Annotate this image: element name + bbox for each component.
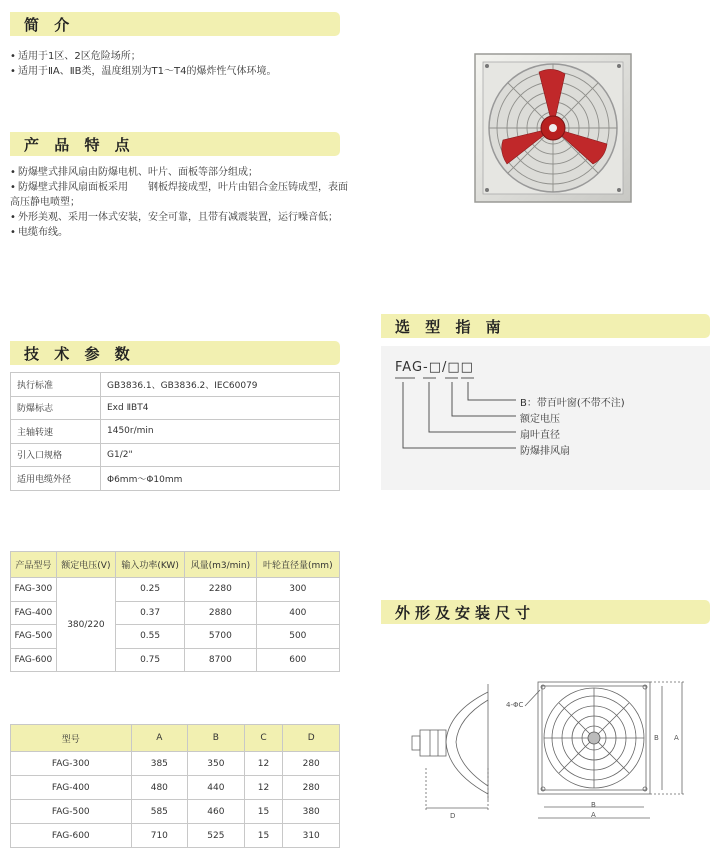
dimensions-table — [10, 724, 340, 848]
table-row — [11, 800, 340, 824]
cell-airflow: 2880 — [185, 601, 256, 625]
product-photo — [473, 52, 633, 204]
col-header: 型号 — [11, 725, 132, 752]
dim-label-a-vertical: A — [674, 734, 679, 742]
col-header: B — [188, 725, 245, 752]
params-header — [10, 341, 340, 365]
table-header-row — [11, 725, 340, 752]
features-header — [10, 132, 340, 156]
features-bullet-2-cont: 高压静电喷塑； — [10, 197, 80, 208]
guide-label-louver: B：带百叶窗(不带不注) — [520, 398, 625, 409]
col-header: 输入功率(KW) — [116, 552, 185, 578]
guide-label-fan: 防爆排风扇 — [520, 446, 570, 457]
table-row — [11, 373, 340, 397]
cell-power: 0.75 — [116, 648, 185, 672]
cell-d: 310 — [283, 824, 340, 848]
guide-label-voltage: 额定电压 — [520, 414, 560, 425]
spec-key: 防爆标志 — [11, 396, 101, 420]
dim-label-c: 4-ΦC — [506, 701, 524, 709]
dimension-drawing — [400, 672, 700, 832]
cell-model: FAG-500 — [11, 625, 57, 649]
table-row — [11, 396, 340, 420]
cell-airflow: 5700 — [185, 625, 256, 649]
cell-voltage: 380/220 — [56, 578, 115, 672]
spec-key: 执行标准 — [11, 373, 101, 397]
cell-c: 12 — [244, 776, 283, 800]
table-row — [11, 443, 340, 467]
table-row — [11, 824, 340, 848]
cell-a: 585 — [131, 800, 188, 824]
spec-key: 适用电缆外径 — [11, 467, 101, 491]
cell-airflow: 2280 — [185, 578, 256, 602]
col-header: 额定电压(V) — [56, 552, 115, 578]
cell-model: FAG-300 — [11, 578, 57, 602]
cell-diameter: 400 — [256, 601, 339, 625]
intro-header — [10, 12, 340, 36]
features-bullet-2: • 防爆壁式排风扇面板采用 钢板焊接成型，叶片由铝合金压铸成型，表面 — [10, 180, 350, 195]
cell-model: FAG-400 — [11, 776, 132, 800]
params-title: 技 术 参 数 — [24, 345, 135, 363]
cell-d: 280 — [283, 776, 340, 800]
cell-b: 440 — [188, 776, 245, 800]
cell-d: 380 — [283, 800, 340, 824]
features-bullet-1: • 防爆壁式排风扇由防爆电机、叶片、面板等部分组成； — [10, 165, 350, 180]
cell-model: FAG-400 — [11, 601, 57, 625]
spec-value: 1450r/min — [101, 420, 340, 444]
spec-key: 引入口规格 — [11, 443, 101, 467]
cell-model: FAG-600 — [11, 648, 57, 672]
outline-title: 外形及安装尺寸 — [395, 604, 536, 622]
guide-label-diameter: 扇叶直径 — [520, 430, 560, 441]
cell-c: 12 — [244, 752, 283, 776]
cell-airflow: 8700 — [185, 648, 256, 672]
features-bullets — [10, 165, 350, 240]
cell-power: 0.25 — [116, 578, 185, 602]
col-header: D — [283, 725, 340, 752]
cell-a: 710 — [131, 824, 188, 848]
features-title: 产 品 特 点 — [24, 136, 135, 154]
outline-header — [381, 600, 710, 624]
guide-title: 选 型 指 南 — [395, 318, 506, 336]
cell-a: 480 — [131, 776, 188, 800]
col-header: 风量(m3/min) — [185, 552, 256, 578]
dim-label-b-horizontal: B — [591, 801, 596, 809]
spec-value: Φ6mm～Φ10mm — [101, 467, 340, 491]
table-header-row — [11, 552, 340, 578]
col-header: 叶轮直径量(mm) — [256, 552, 339, 578]
guide-header — [381, 314, 710, 338]
features-bullet-3: • 外形美观、采用一体式安装，安全可靠，且带有减震装置，运行噪音低； — [10, 210, 350, 225]
cell-a: 385 — [131, 752, 188, 776]
intro-bullet-2: • 适用于ⅡA、ⅡB类，温度组别为T1～T4的爆炸性气体环境。 — [10, 64, 340, 79]
col-header: A — [131, 725, 188, 752]
table-row — [11, 776, 340, 800]
cell-diameter: 300 — [256, 578, 339, 602]
col-header: 产品型号 — [11, 552, 57, 578]
cell-b: 350 — [188, 752, 245, 776]
dim-label-d: D — [450, 812, 456, 820]
col-header: C — [244, 725, 283, 752]
cell-d: 280 — [283, 752, 340, 776]
models-table — [10, 551, 340, 672]
table-row — [11, 578, 340, 602]
cell-diameter: 600 — [256, 648, 339, 672]
cell-b: 525 — [188, 824, 245, 848]
cell-model: FAG-300 — [11, 752, 132, 776]
spec-value: Exd ⅡBT4 — [101, 396, 340, 420]
intro-title: 简 介 — [24, 16, 75, 34]
spec-key: 主轴转速 — [11, 420, 101, 444]
cell-model: FAG-600 — [11, 824, 132, 848]
cell-power: 0.55 — [116, 625, 185, 649]
cell-c: 15 — [244, 824, 283, 848]
intro-bullet-1: • 适用于1区、2区危险场所； — [10, 49, 340, 64]
cell-diameter: 500 — [256, 625, 339, 649]
dim-label-a-horizontal: A — [591, 811, 596, 819]
table-row — [11, 420, 340, 444]
spec-value: GB3836.1、GB3836.2、IEC60079 — [101, 373, 340, 397]
cell-c: 15 — [244, 800, 283, 824]
features-bullet-4: • 电缆布线。 — [10, 225, 350, 240]
cell-power: 0.37 — [116, 601, 185, 625]
spec-value: G1/2" — [101, 443, 340, 467]
cell-model: FAG-500 — [11, 800, 132, 824]
dim-label-b-vertical: B — [654, 734, 659, 742]
guide-code: FAG-□/□□ — [395, 360, 474, 375]
table-row — [11, 752, 340, 776]
table-row — [11, 467, 340, 491]
cell-b: 460 — [188, 800, 245, 824]
intro-bullets — [10, 49, 340, 79]
spec-table — [10, 372, 340, 491]
